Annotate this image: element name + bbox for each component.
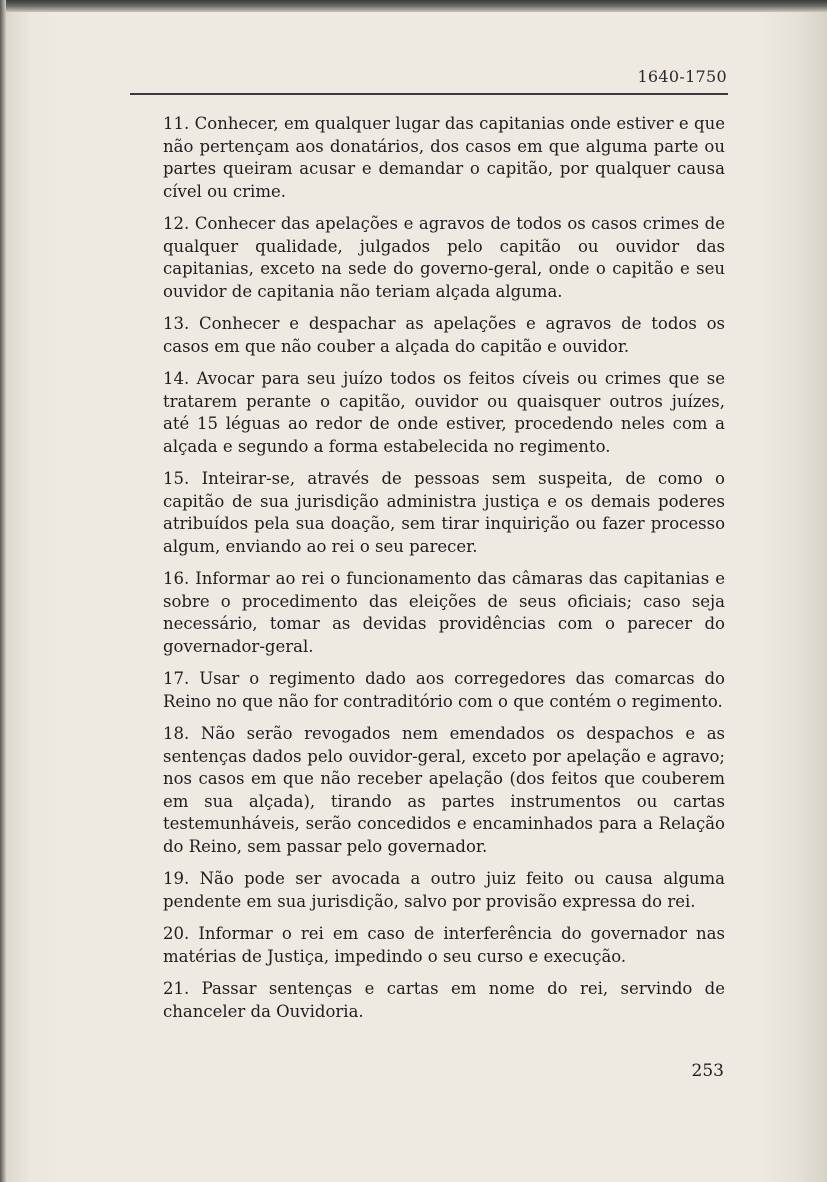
- item-number: 13.: [163, 314, 190, 333]
- scan-top-edge: [0, 0, 827, 12]
- item-15: [163, 468, 725, 558]
- item-20: [163, 923, 725, 968]
- item-number: 15.: [163, 469, 190, 488]
- item-number: 17.: [163, 669, 190, 688]
- item-16: [163, 568, 725, 658]
- item-17: [163, 668, 725, 713]
- page-number: 253: [691, 1061, 724, 1081]
- item-text: Não pode ser avocada a outro juiz feito ou causa alguma pendente em sua jurisdição, salvo por provisão expressa do rei.: [163, 869, 725, 911]
- item-text: Inteirar-se, através de pessoas sem suspeita, de como o capitão de sua jurisdição administra justiça e os demais poderes atribuídos pela sua doação, sem tirar inquirição ou fazer processo algum, enviando ao rei o seu parecer.: [163, 469, 725, 556]
- item-text: Passar sentenças e cartas em nome do rei, servindo de chanceler da Ouvidoria.: [163, 979, 725, 1021]
- item-text: Conhecer das apelações e agravos de todos os casos crimes de qualquer qualidade, julgados pelo capitão ou ouvidor das capitanias, exceto na sede do governo-geral, onde o capitão e seu ouvidor de capitania não teriam alçada alguma.: [163, 214, 725, 301]
- item-text: Usar o regimento dado aos corregedores das comarcas do Reino no que não for contraditório com o que contém o regimento.: [163, 669, 725, 711]
- item-number: 20.: [163, 924, 190, 943]
- running-title: 1640-1750: [637, 67, 727, 86]
- item-13: [163, 313, 725, 358]
- item-21: [163, 978, 725, 1023]
- item-number: 16.: [163, 569, 190, 588]
- scan-left-edge: [0, 0, 6, 1182]
- item-text: Informar ao rei o funcionamento das câmaras das capitanias e sobre o procedimento das eleições de seus oficiais; caso seja necessário, tomar as devidas providências com o parecer do governador-geral.: [163, 569, 725, 656]
- item-number: 21.: [163, 979, 190, 998]
- item-number: 19.: [163, 869, 190, 888]
- item-14: [163, 368, 725, 458]
- item-text: Conhecer, em qualquer lugar das capitanias onde estiver e que não pertençam aos donatários, dos casos em que alguma parte ou partes queiram acusar e demandar o capitão, por qualquer causa cível ou crime.: [163, 114, 726, 201]
- item-text: Não serão revogados nem emendados os despachos e as sentenças dados pelo ouvidor-geral, exceto por apelação e agravo; nos casos em que não receber apelação (dos feitos que couberem em sua alçada), tirando as partes instrumentos ou cartas testemunháveis, serão concedidos e encaminhados para a Relação do Reino, sem passar pelo governador.: [163, 724, 726, 856]
- item-number: 11.: [163, 114, 190, 133]
- item-18: [163, 723, 725, 858]
- item-11: [163, 113, 725, 203]
- item-text: Informar o rei em caso de interferência do governador nas matérias de Justiça, impedindo o seu curso e execução.: [163, 924, 725, 966]
- item-12: [163, 213, 725, 303]
- item-number: 12.: [163, 214, 190, 233]
- regimento-items: [163, 113, 725, 1033]
- header-rule: [130, 93, 728, 95]
- item-number: 18.: [163, 724, 190, 743]
- item-text: Avocar para seu juízo todos os feitos cíveis ou crimes que se tratarem perante o capitão, ouvidor ou quaisquer outros juízes, até 15 léguas ao redor de onde estiver, procedendo neles com a alçada e segundo a forma estabelecida no regimento.: [163, 369, 726, 456]
- item-number: 14.: [163, 369, 190, 388]
- item-19: [163, 868, 725, 913]
- item-text: Conhecer e despachar as apelações e agravos de todos os casos em que não couber a alçada do capitão e ouvidor.: [163, 314, 725, 356]
